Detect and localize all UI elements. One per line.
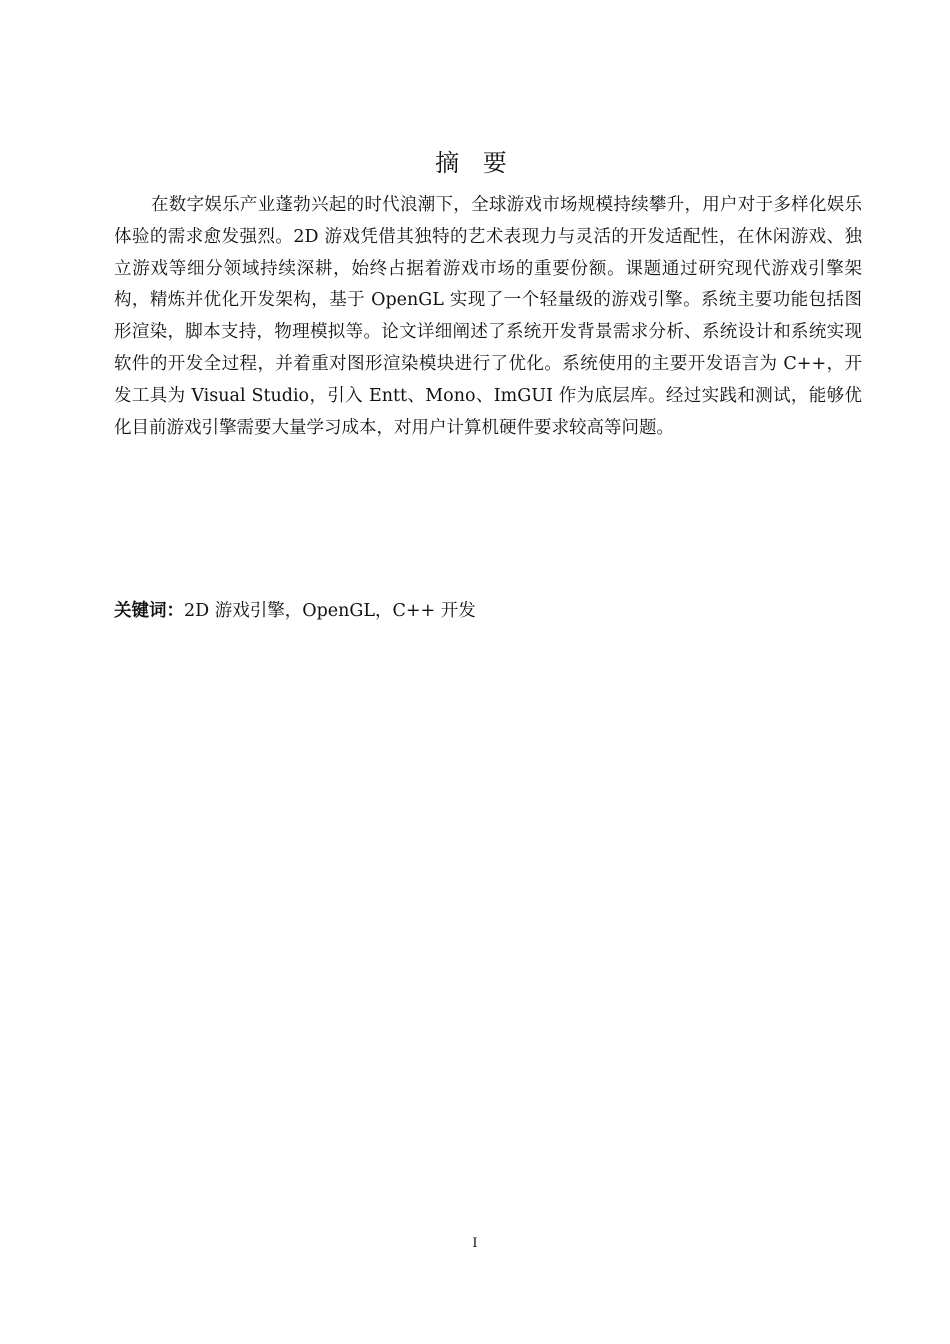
keywords-value: 2D 游戏引擎，OpenGL，C++ 开发 [184, 601, 476, 621]
abstract-paragraph: 在数字娱乐产业蓬勃兴起的时代浪潮下，全球游戏市场规模持续攀升，用户对于多样化娱乐体验的需求愈发强烈。2D 游戏凭借其独特的艺术表现力与灵活的开发适配性，在休闲游戏、独立游戏等细分领域持续深耕，始终占据着游戏市场的重要份额。课题通过研究现代游戏引擎架构，精炼并优化开发架构，基于 OpenGL 实现了一个轻量级的游戏引擎。系统主要功能包括图形渲染，脚本支持，物理模拟等。论文详细阐述了系统开发背景需求分析、系统设计和系统实现软件的开发全过程，并着重对图形渲染模块进行了优化。系统使用的主要开发语言为 C++，开发工具为 Visual Studio，引入 Entt、Mono、ImGUI 作为底层库。经过实践和测试，能够优化目前游戏引擎需要大量学习成本，对用户计算机硬件要求较高等问题。 [114, 195, 862, 438]
keywords-line [114, 596, 862, 626]
page-number: I [472, 1236, 478, 1251]
abstract-title: 摘 要 [435, 149, 515, 177]
keywords-label: 关键词： [114, 601, 184, 621]
